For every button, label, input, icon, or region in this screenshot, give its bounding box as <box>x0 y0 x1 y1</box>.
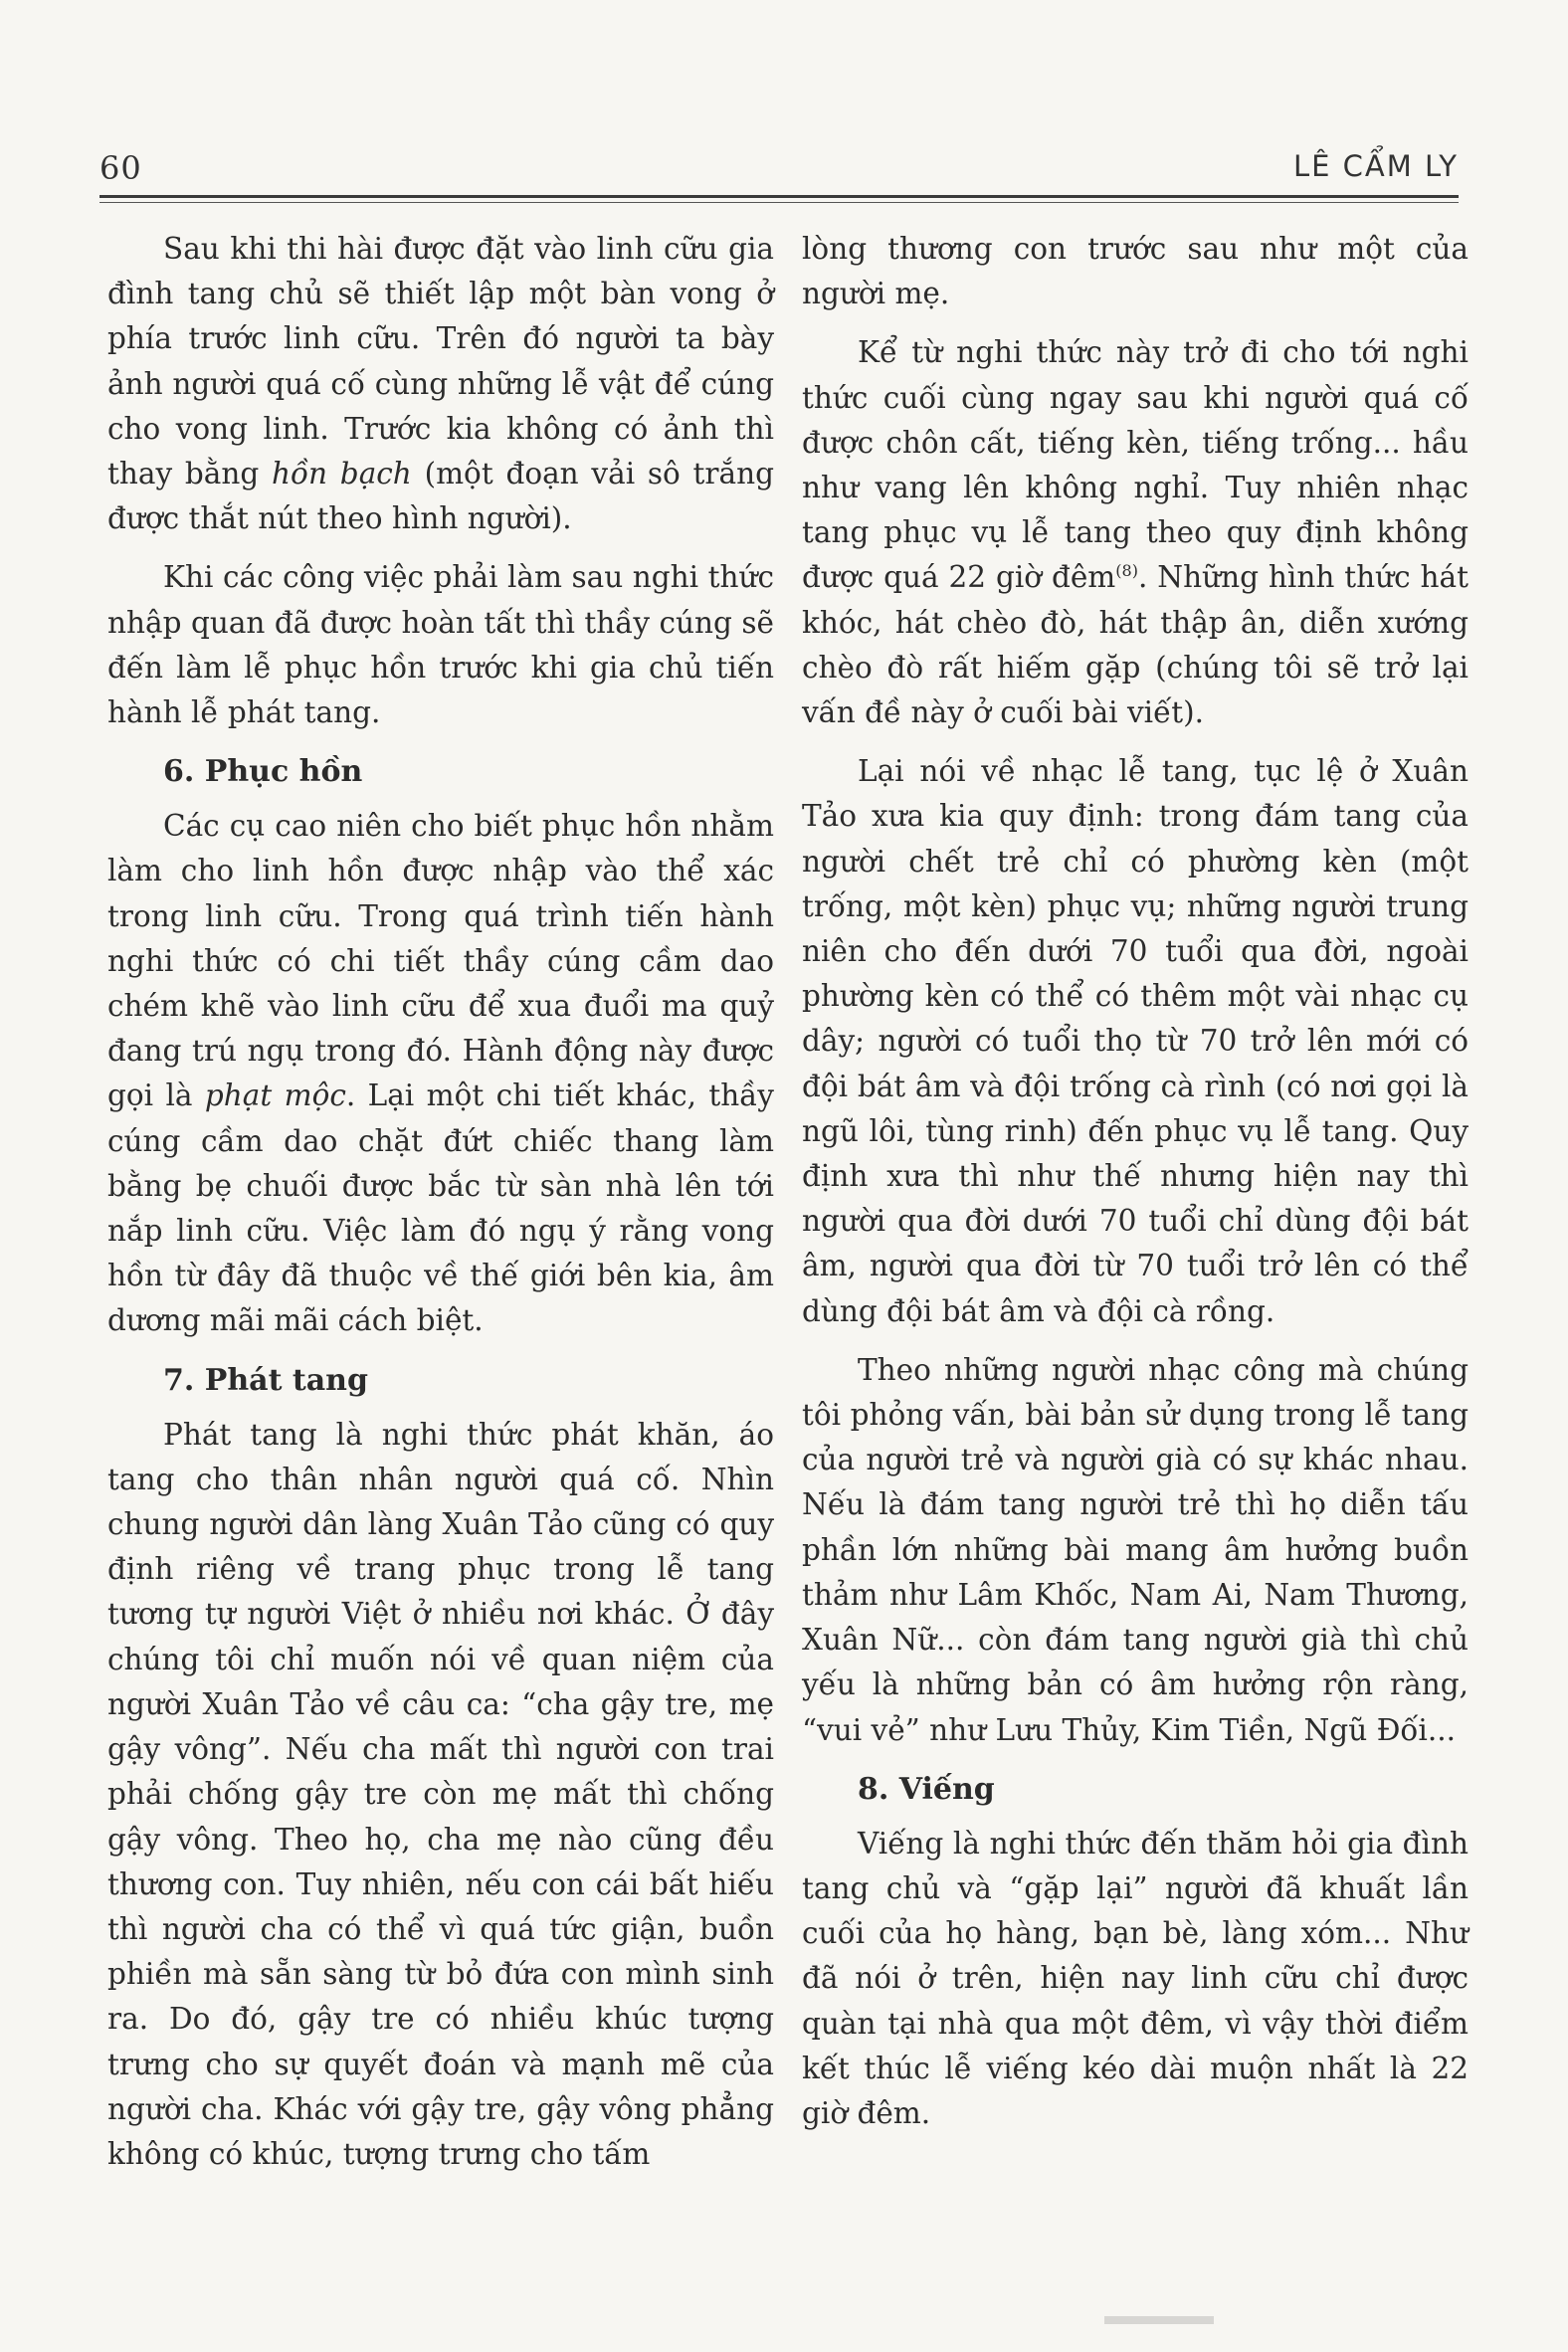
section-heading-6: 6. Phục hồn <box>163 754 363 790</box>
paragraph-vieng: Viếng là nghi thức đến thăm hỏi gia đình tang chủ và “gặp lại” người đã khuất lần cuối của họ hàng, bạn bè, làng xóm... Như đã nói ở trên, hiện nay linh cữu chỉ được quàn tại nhà qua một đêm, vì vậy thời điểm kết thúc lễ viếng kéo dài muộn nhất là 22 giờ đêm. <box>802 1826 1469 2130</box>
running-head-author: LÊ CẨM LY <box>1292 149 1459 183</box>
paragraph-coffin-altar <box>107 227 774 541</box>
paragraph-funeral-music-time <box>802 330 1469 735</box>
paragraph-text: . Lại một chi tiết khác, thầy cúng cầm dao chặt đứt chiếc thang làm bằng bẹ chuối được bắc từ sàn nhà lên tới nắp linh cữu. Việc làm đó ngụ ý rằng vong hồn từ đây đã thuộc về thế giới bên kia, âm dương mãi mãi cách biệt. <box>107 1078 774 1338</box>
header-rule-thin <box>99 202 1459 203</box>
italic-term-hon-bach: hồn bạch <box>272 457 412 491</box>
page-number: 60 <box>99 149 142 187</box>
paragraph-text: Kể từ nghi thức này trở đi cho tới nghi thức cuối cùng ngay sau khi người quá cố được chôn cất, tiếng kèn, tiếng trống... hầu như vang lên không nghỉ. Tuy nhiên nhạc tang phục vụ lễ tang theo quy định không được quá 22 giờ đêm <box>802 335 1469 595</box>
paragraph-text: . Những hình thức hát khóc, hát chèo đò, hát thập ân, diễn xướng chèo đò rất hiếm gặp (chúng tôi sẽ trở lại vấn đề này ở cuối bài viết). <box>802 560 1469 730</box>
paragraph-continuation: lòng thương con trước sau như một của người mẹ. <box>802 232 1469 311</box>
paragraph-text: (một đoạn vải sô trắng được thắt nút theo hình người). <box>107 457 774 536</box>
section-heading-8: 8. Viếng <box>858 1771 995 1807</box>
paragraph-funeral-music-custom: Lại nói về nhạc lễ tang, tục lệ ở Xuân Tảo xưa kia quy định: trong đám tang của người chết trẻ chỉ có phường kèn (một trống, một kèn) phục vụ; những người trung niên cho đến dưới 70 tuổi qua đời, ngoài phường kèn có thể có thêm một vài nhạc cụ dây; người có tuổi thọ từ 70 trở lên mới có đội bát âm và đội trống cà rình (có nơi gọi là ngũ lôi, tùng rinh) đến phục vụ lễ tang. Quy định xưa thì như thế nhưng hiện nay thì người qua đời dưới 70 tuổi chỉ dùng đội bát âm, người qua đời từ 70 tuổi trở lên có thể dùng đội bát âm và đội cà rồng. <box>802 754 1469 1328</box>
paragraph-phuc-hon <box>107 804 774 1343</box>
left-column <box>107 227 774 2191</box>
paragraph-musicians-repertoire: Theo những người nhạc công mà chúng tôi phỏng vấn, bài bản sử dụng trong lễ tang của người trẻ và người già có sự khác nhau. Nếu là đám tang người trẻ thì họ diễn tấu phần lớn những bài mang âm hưởng buồn thảm như Lâm Khốc, Nam Ai, Nam Thương, Xuân Nữ... còn đám tang người già thì chủ yếu là những bản có âm hưởng rộn ràng, “vui vẻ” như Lưu Thủy, Kim Tiền, Ngũ Đối... <box>802 1352 1469 1747</box>
paragraph-text: Sau khi thi hài được đặt vào linh cữu gia đình tang chủ sẽ thiết lập một bàn vong ở phía trước linh cữu. Trên đó người ta bày ảnh người quá cố cùng những lễ vật để cúng cho vong linh. Trước kia không có ảnh thì thay bằng <box>107 232 774 491</box>
paragraph-phat-tang: Phát tang là nghi thức phát khăn, áo tang cho thân nhân người quá cố. Nhìn chung người dân làng Xuân Tảo cũng có quy định riêng về trang phục trong lễ tang tương tự người Việt ở nhiều nơi khác. Ở đây chúng tôi chỉ muốn nói về quan niệm của người Xuân Tảo về câu ca: “cha gậy tre, mẹ gậy vông”. Nếu cha mất thì người con trai phải chống gậy tre còn mẹ mất thì chống gậy vông. Theo họ, cha mẹ nào cũng đều thương con. Tuy nhiên, nếu con cái bất hiếu thì người cha có thể vì quá tức giận, buồn phiền mà sẵn sàng từ bỏ đứa con mình sinh ra. Do đó, gậy tre có nhiều khúc tượng trưng cho sự quyết đoán và mạnh mẽ của người cha. Khác với gậy tre, gậy vông phẳng không có khúc, tượng trưng cho tấm <box>107 1417 774 2171</box>
print-smudge <box>1104 2316 1214 2324</box>
footnote-reference: (8) <box>1115 561 1138 581</box>
right-column <box>802 227 1469 2150</box>
italic-term-phat-moc: phạt mộc <box>204 1078 346 1113</box>
paragraph-text: Các cụ cao niên cho biết phục hồn nhằm làm cho linh hồn được nhập vào thể xác trong linh cữu. Trong quá trình tiến hành nghi thức có chi tiết thầy cúng cầm dao chém khẽ vào linh cữu để xua đuổi ma quỷ đang trú ngụ trong đó. Hành động này được gọi là <box>107 809 774 1113</box>
section-heading-7: 7. Phát tang <box>163 1362 368 1398</box>
header-rule-thick <box>99 195 1459 198</box>
paragraph-after-encoffin: Khi các công việc phải làm sau nghi thức nhập quan đã được hoàn tất thì thầy cúng sẽ đến làm lễ phục hồn trước khi gia chủ tiến hành lễ phát tang. <box>107 560 774 730</box>
